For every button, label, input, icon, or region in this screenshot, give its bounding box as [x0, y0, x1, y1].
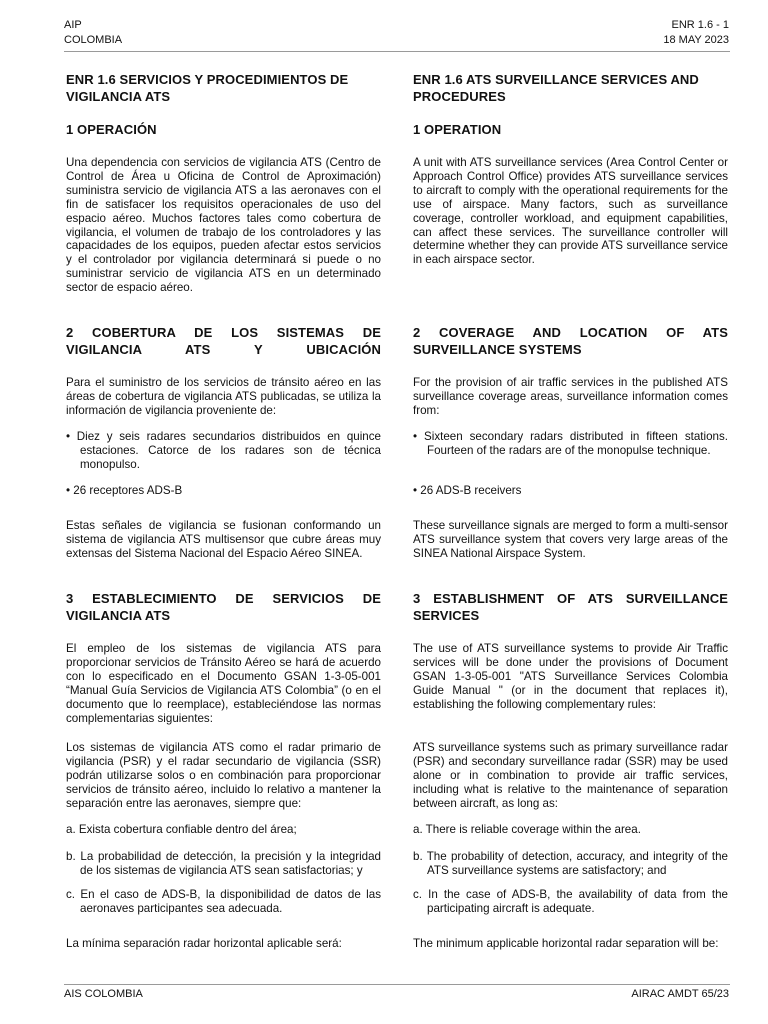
section-3-heading-en: 3 ESTABLISHMENT OF ATS SURVEILLANCE SERVICES: [413, 591, 728, 623]
list-item-radars-es: • Diez y seis radares secundarios distribuidos en quince estaciones. Catorce de los radares son de técnica monopulso.: [66, 430, 381, 471]
header-page-ref: ENR 1.6 - 1: [671, 19, 729, 31]
section-2-paragraph-en: For the provision of air traffic services in the published ATS surveillance coverage areas, surveillance information comes from:: [413, 376, 728, 417]
section-2-paragraph-es: Para el suministro de los servicios de tránsito aéreo en las áreas de cobertura de vigilancia ATS publicadas, se utiliza la información de vigilancia proveniente de:: [66, 376, 381, 417]
list-item-c-en: c. In the case of ADS-B, the availability of data from the participating aircraft is adequate.: [413, 888, 728, 915]
list-item-c-es: c. En el caso de ADS-B, la disponibilidad de datos de las aeronaves participantes sea adecuada.: [66, 888, 381, 915]
list-item-a-en: a. There is reliable coverage within the area.: [413, 823, 641, 836]
list-item-adsb-en: • 26 ADS-B receivers: [413, 484, 522, 497]
section-2-heading-es-line: [66, 324, 381, 358]
header-right: [663, 18, 729, 48]
section-1-heading-es: 1 OPERACIÓN: [66, 122, 157, 137]
header-divider: [64, 51, 730, 52]
header-left: [64, 18, 122, 48]
header-aip: AIP: [64, 19, 82, 31]
header-country: COLOMBIA: [64, 34, 123, 46]
header-date: 18 MAY 2023: [663, 34, 729, 46]
closing-line-en: The minimum applicable horizontal radar separation will be:: [413, 937, 719, 950]
footer-divider: [64, 984, 730, 985]
section-3-heading-es: 3 ESTABLECIMIENTO DE SERVICIOS DE VIGILANCIA ATS: [66, 591, 381, 623]
list-item-b-es: b. La probabilidad de detección, la precisión y la integridad de los sistemas de vigilancia ATS sean satisfactorias; y: [66, 850, 381, 877]
footer-right: AIRAC AMDT 65/23: [631, 988, 729, 1000]
section-1-paragraph-en: A unit with ATS surveillance services (Area Control Center or Approach Control Office) provides ATS surveillance services to aircraft to comply with the operational requirements for the use of airspace. Many factors, such as surveillance coverage, controller workload, and equipment capabilities, can affect these services. The surveillance controller will determine whether they can provide ATS surveillance service in each airspace sector.: [413, 156, 728, 267]
section-title-en: ENR 1.6 ATS SURVEILLANCE SERVICES AND PROCEDURES: [413, 72, 699, 104]
closing-line-es: La mínima separación radar horizontal aplicable será:: [66, 937, 342, 950]
section-2-paragraph2-en: These surveillance signals are merged to form a multi-sensor ATS surveillance system that covers very large areas of the SINEA National Airspace System.: [413, 519, 728, 560]
section-1-paragraph-es: Una dependencia con servicios de vigilancia ATS (Centro de Control de Área u Oficina de Control de Aproximación) suministra servicio de vigilancia ATS a las aeronaves con el fin de satisfacer los requisitos operacionales de uso del espacio aéreo. Muchos factores tales como cobertura de vigilancia, el volumen de trabajo de los controladores y las capacidades de los equipos, pueden afectar estos servicios y el controlador por vigilancia determinará si puede o no suministrar servicio de vigilancia ATS en un determinado sector de espacio aéreo.: [66, 156, 381, 295]
list-item-adsb-es: • 26 receptores ADS-B: [66, 484, 183, 497]
list-item-b-en: b. The probability of detection, accuracy, and integrity of the ATS surveillance systems are satisfactory; and: [413, 850, 728, 877]
section-3-paragraph2-es: Los sistemas de vigilancia ATS como el radar primario de vigilancia (PSR) y el radar secundario de vigilancia (SSR) podrán utilizarse solos o en combinación para proporcionar servicios de tránsito aéreo, incluido lo relativo a mantener la separación entre las aeronaves, siempre que:: [66, 741, 381, 810]
section-2-heading-en: 2 COVERAGE AND LOCATION OF ATS SURVEILLANCE SYSTEMS: [413, 325, 728, 357]
section-2-paragraph2-es: Estas señales de vigilancia se fusionan conformando un sistema de vigilancia ATS multisensor que cubre áreas muy extensas del Sistema Nacional del Espacio Aéreo SINEA.: [66, 519, 381, 560]
section-3-paragraph-es: El empleo de los sistemas de vigilancia ATS para proporcionar servicios de Tránsito Aéreo se hará de acuerdo con lo especificado en el Documento GSAN 1-3-05-001 “Manual Guía Servicios de Vigilancia ATS Colombia” (o en el documento que lo reemplace), estableciéndose las normas complementarias siguientes:: [66, 642, 381, 725]
list-item-radars-en: • Sixteen secondary radars distributed in fifteen stations. Fourteen of the radars are of the monopulse technique.: [413, 430, 728, 457]
footer-left: AIS COLOMBIA: [64, 988, 143, 1000]
list-item-a-es: a. Exista cobertura confiable dentro del área;: [66, 823, 297, 836]
section-2-heading-es: 2 COBERTURA DE LOS SISTEMAS DE VIGILANCIA ATS Y UBICACIÓN: [66, 325, 381, 357]
section-1-heading-en: 1 OPERATION: [413, 122, 502, 137]
section-title-es: ENR 1.6 SERVICIOS Y PROCEDIMIENTOS DE VIGILANCIA ATS: [66, 72, 349, 104]
section-3-paragraph-en: The use of ATS surveillance systems to provide Air Traffic services will be done under the provisions of Document GSAN 1-3-05-001 "ATS Surveillance Services Colombia Guide Manual " (or in the document that replaces it), establishing the following complementary rules:: [413, 642, 728, 711]
section-3-paragraph2-en: ATS surveillance systems such as primary surveillance radar (PSR) and secondary surveillance radar (SSR) may be used alone or in combination to provide air traffic services, including what is relative to the maintenance of separation between aircraft, as long as:: [413, 741, 728, 810]
